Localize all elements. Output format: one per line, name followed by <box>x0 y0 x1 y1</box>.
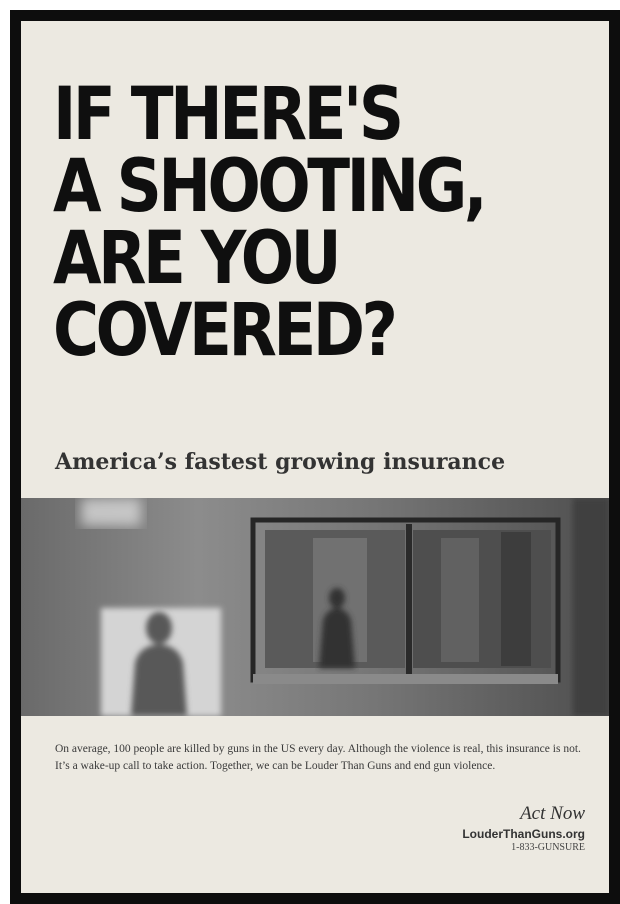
website-link[interactable]: LouderThanGuns.org <box>462 827 585 841</box>
call-to-action <box>462 803 585 853</box>
headline-line-4: COVERED? <box>53 288 395 373</box>
headline-line-2: A SHOOTING, <box>53 144 485 229</box>
window-silhouette-photo <box>21 498 609 716</box>
poster <box>10 10 620 904</box>
headline-line-3: ARE YOU <box>53 216 339 301</box>
subheadline: America’s fastest growing insurance <box>55 449 506 475</box>
phone-number: 1-833-GUNSURE <box>511 842 585 853</box>
headline-line-1: IF THERE'S <box>53 72 401 157</box>
photo-illustration <box>21 498 609 716</box>
act-now-label: Act Now <box>520 803 585 824</box>
headline <box>53 72 517 373</box>
body-text: On average, 100 people are killed by guns in the US every day. Although the violence is real, this insurance is not. It’s a wake-up call to take action. Together, we can be Louder Than Guns and end gun violence. <box>55 743 581 772</box>
